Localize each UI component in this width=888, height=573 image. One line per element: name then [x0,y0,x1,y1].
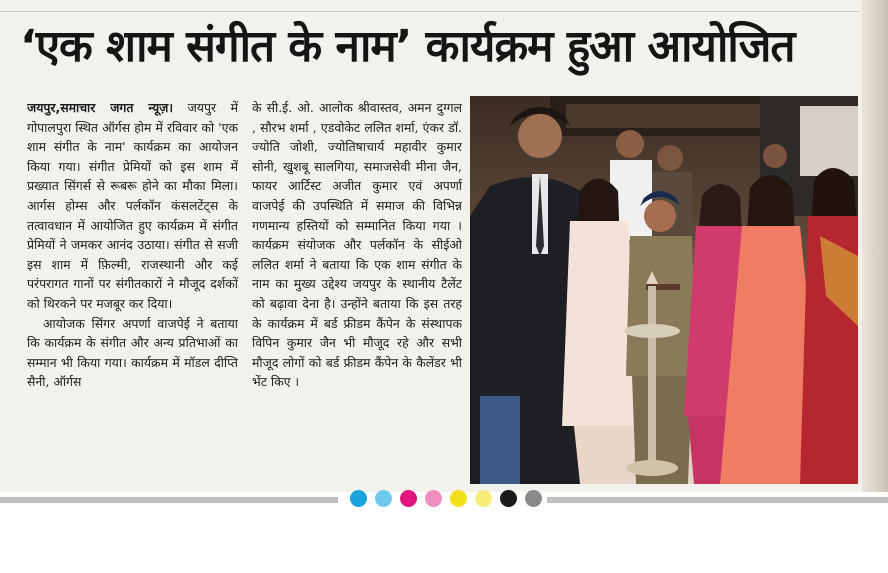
article-paragraph-1 [27,98,238,314]
dateline: जयपुर,समाचार जगत न्यूज़। [27,100,174,115]
article-column-2 [252,98,462,484]
blank-area [0,512,888,573]
cyan-swatch [350,490,367,507]
paragraph-1-text: जयपुर में गोपालपुरा स्थित ऑर्गस होम में रविवार को 'एक शाम संगीत के नाम' कार्यक्रम का आयोजन किया गया। संगीत प्रेमियों को इस शाम में प्रख्यात सिंगर्स से रूबरू होने का मौका मिला। आर्गस होम्स और पर्लकॉन कंसलटेंट्स के तत्वावधान में आयोजित हुए कार्यक्रम में संगीत प्रेमियों ने जमकर आनंद उठाया। संगीत से सजी इस शाम में फ़िल्मी, राजस्थानी और कई परंपरागत गानों पर संगीतकारों ने मौजूद दर्शकों को थिरकने पर मजबूर कर दिया। [27,100,238,311]
light-magenta-swatch [425,490,442,507]
yellow-swatch [450,490,467,507]
bottom-rule-left [0,497,338,503]
bottom-rule-right [547,497,888,503]
article-headline: ‘एक शाम संगीत के नाम’ कार्यक्रम हुआ आयोजित [20,21,795,72]
event-photo [470,96,858,484]
gray-swatch [525,490,542,507]
previous-article-strip [0,0,860,12]
black-swatch [500,490,517,507]
light-cyan-swatch [375,490,392,507]
article-column-1 [27,98,238,484]
light-yellow-swatch [475,490,492,507]
lamp-lighting-photo [470,96,858,484]
article-paragraph-2: आयोजक सिंगर अपर्णा वाजपेई ने बताया कि कार्यक्रम के संगीत और अन्य प्रतिभाओं का सम्मान भी किया गया। कार्यक्रम में मॉडल दीप्ति सैनी, ऑर्गस [27,315,238,390]
article-paragraph-3: के सी.ई. ओ. आलोक श्रीवास्तव, अमन दुग्गल , सौरभ शर्मा , एडवोकेट ललित शर्मा, एंकर डॉ. ज्योति जोशी, ज्योतिषाचार्य महावीर कुमार सोनी, खुशबू सालगिया, समाजसेवी मीना जैन, फायर आर्टिस्ट अजीत कुमार एवं अपर्णा वाजपेई की उपस्थिति में समाज की विभिन्न गणमान्य हस्तियों को सम्मानित किया गया । कार्यक्रम संयोजक और पर्लकॉन के सीईओ ललित शर्मा ने बताया कि एक शाम संगीत के नाम का मुख्य उद्देश्य जयपुर के स्थानीय टैलेंट को बढ़ावा देना है। उन्होंने बताया कि इस तरह के कार्यक्रम में बर्ड फ्रीडम कैंपेन के संस्थापक विपिन कुमार जैन भी मौजूद रहे और सभी मौजूद लोगों को बर्ड फ्रीडम कैंपेन के कैलेंडर भी भेंट किए । [252,100,462,390]
magenta-swatch [400,490,417,507]
page-fold-edge [862,0,888,492]
